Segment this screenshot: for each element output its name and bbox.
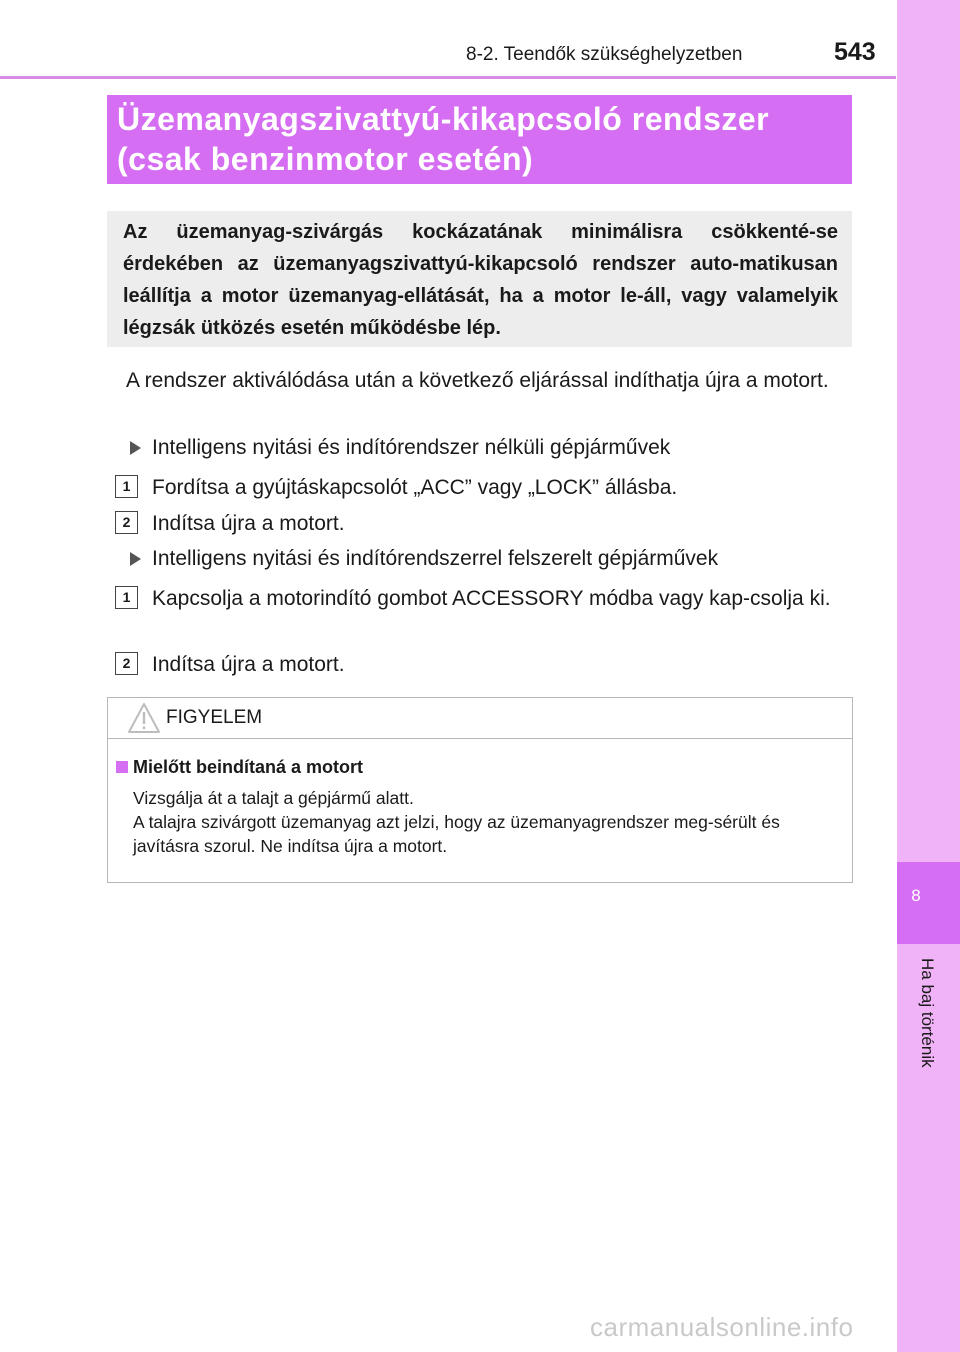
section-title bbox=[107, 95, 852, 184]
warning-heading: Mielőtt beindítaná a motort bbox=[133, 757, 364, 777]
page-number: 543 bbox=[834, 38, 876, 66]
section-header: 8-2. Teendők szükséghelyzetben bbox=[466, 44, 743, 65]
watermark: carmanualsonline.info bbox=[590, 1312, 854, 1342]
condition-text: Intelligens nyitási és indítórendszerrel felszerelt gépjárművek bbox=[152, 547, 719, 570]
step-text: Indítsa újra a motort. bbox=[152, 512, 345, 535]
step-text: Indítsa újra a motort. bbox=[152, 653, 345, 676]
step-number-badge: 2 bbox=[115, 511, 138, 534]
condition-heading bbox=[130, 547, 718, 571]
intro-paragraph: A rendszer aktiválódása után a következő eljárással indíthatja újra a motort. bbox=[126, 369, 829, 392]
header-divider bbox=[0, 76, 896, 79]
square-bullet-icon bbox=[116, 761, 128, 773]
warning-body-line: Vizsgálja át a talajt a gépjármű alatt. bbox=[133, 788, 414, 808]
step-number-badge: 2 bbox=[115, 652, 138, 675]
section-title-line1: Üzemanyagszivattyú-kikapcsoló rendszer bbox=[117, 101, 770, 137]
triangle-bullet-icon bbox=[130, 552, 141, 566]
warning-triangle-icon bbox=[127, 702, 161, 734]
step-number-badge: 1 bbox=[115, 586, 138, 609]
warning-title: FIGYELEM bbox=[166, 707, 263, 728]
step-text: Fordítsa a gyújtáskapcsolót „ACC” vagy „LOCK” állásba. bbox=[152, 476, 678, 499]
condition-heading bbox=[130, 436, 670, 460]
step-number-badge: 1 bbox=[115, 475, 138, 498]
chapter-side-bar bbox=[897, 0, 960, 1352]
chapter-label: Ha baj történik bbox=[918, 958, 937, 1068]
warning-divider bbox=[108, 738, 852, 739]
intro-box: Az üzemanyag-szivárgás kockázatának minimálisra csökkenté-se érdekében az üzemanyagszivattyú-kikapcsoló rendszer auto-matikusan leállítja a motor üzemanyag-ellátását, ha a motor le-áll, vagy valamelyik légzsák ütközés esetén működésbe lép. bbox=[107, 211, 852, 347]
section-title-line2: (csak benzinmotor esetén) bbox=[117, 141, 534, 177]
triangle-bullet-icon bbox=[130, 441, 141, 455]
warning-body-line: A talajra szivárgott üzemanyag azt jelzi, hogy az üzemanyagrendszer meg-sérült és javításra szorul. Ne indítsa újra a motort. bbox=[133, 812, 780, 856]
chapter-number: 8 bbox=[911, 886, 921, 905]
step-text: Kapcsolja a motorindító gombot ACCESSORY módba vagy kap-csolja ki. bbox=[152, 587, 831, 610]
warning-body bbox=[133, 786, 841, 858]
condition-text: Intelligens nyitási és indítórendszer nélküli gépjárművek bbox=[152, 436, 671, 459]
